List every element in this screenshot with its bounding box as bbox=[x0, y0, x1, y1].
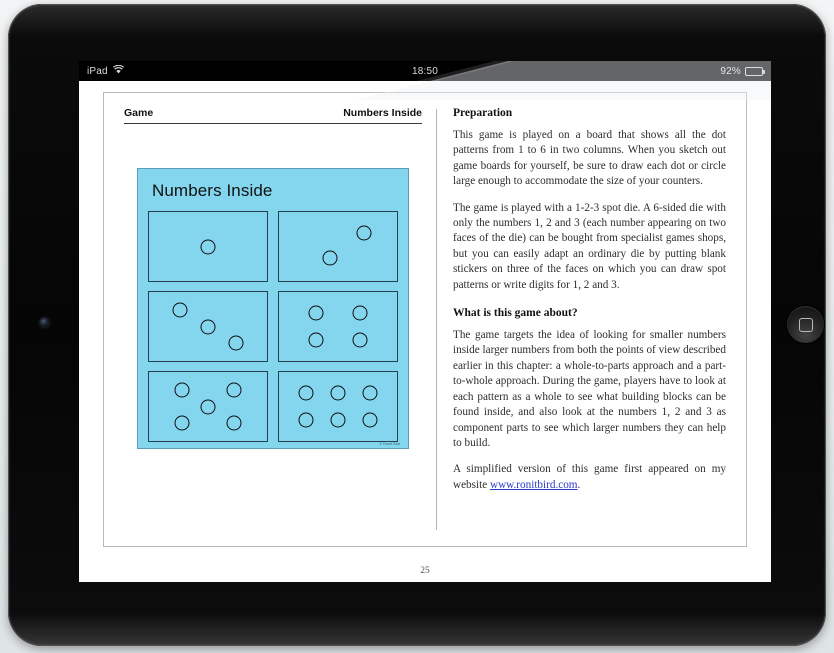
right-column bbox=[437, 107, 726, 536]
board-cell-4 bbox=[278, 291, 398, 362]
ipad-device bbox=[8, 4, 826, 646]
reader-view bbox=[79, 81, 771, 582]
paragraph-preparation-2: The game is played with a 1-2-3 spot die. A 6-sided die with only the numbers 1, 2 and 3 (each number appearing on two faces of the die) can be bought from specialist games shops, but you can easily adapt an ordinary die by putting blank stickers on three of the faces on which you can draw spot patterns or write digits for 1, 2 and 3. bbox=[453, 201, 726, 291]
page-columns bbox=[124, 107, 726, 536]
ipad-screen bbox=[79, 61, 771, 582]
dot bbox=[226, 416, 241, 431]
status-bar-clock bbox=[79, 61, 771, 81]
running-head-left: Game bbox=[124, 107, 154, 119]
dot bbox=[322, 251, 337, 266]
home-button-square-glyph bbox=[799, 318, 813, 332]
running-head-right: Numbers Inside bbox=[343, 107, 422, 119]
dot bbox=[299, 385, 314, 400]
dot bbox=[331, 413, 346, 428]
board-cell-2 bbox=[278, 211, 398, 282]
left-column bbox=[124, 107, 436, 536]
dot bbox=[308, 305, 323, 320]
battery-percent-label: 92% bbox=[720, 65, 741, 77]
dot bbox=[308, 333, 323, 348]
page-number: 25 bbox=[420, 566, 430, 576]
battery-icon bbox=[745, 67, 763, 76]
dot bbox=[362, 385, 377, 400]
front-camera-icon bbox=[40, 318, 49, 327]
status-bar bbox=[79, 61, 771, 81]
dot bbox=[299, 413, 314, 428]
board-cell-3 bbox=[148, 291, 268, 362]
dot bbox=[201, 239, 216, 254]
figure-credit: © Ronit Bird bbox=[379, 442, 400, 446]
book-page bbox=[103, 92, 747, 547]
dot bbox=[201, 399, 216, 414]
dot bbox=[331, 385, 346, 400]
game-board-title: Numbers Inside bbox=[152, 181, 273, 200]
device-label: iPad bbox=[87, 65, 108, 77]
paragraph-website-text-before: A simplified version of this game first appeared on my website bbox=[453, 463, 726, 491]
board-cell-1 bbox=[148, 211, 268, 282]
dot bbox=[175, 382, 190, 397]
game-board-grid bbox=[148, 211, 398, 442]
heading-preparation: Preparation bbox=[453, 107, 513, 119]
heading-about-game: What is this game about? bbox=[453, 307, 578, 320]
home-button-icon[interactable] bbox=[787, 306, 824, 343]
paragraph-preparation-1: This game is played on a board that shows all the dot patterns from 1 to 6 in two columns. When you sketch out game boards for yourself, be sure to draw each dot or circle large enough to accommodate the size of your counters. bbox=[453, 129, 726, 188]
dot bbox=[172, 302, 187, 317]
paragraph-about-1: The game targets the idea of looking for smaller numbers inside larger numbers from both the points of view described earlier in this chapter: a whole-to-parts approach and a part-to-whole approach. During the game, players have to look at each pattern as a whole to see what building blocks can be found inside, and also look at the numbers 1, 2 and 3 as component parts to see which larger numbers they can help to build. bbox=[453, 329, 726, 449]
dot bbox=[353, 333, 368, 348]
website-link[interactable]: www.ronitbird.com bbox=[489, 478, 578, 491]
dot bbox=[229, 336, 244, 351]
status-bar-right bbox=[720, 66, 763, 77]
paragraph-website-text-after: . bbox=[577, 478, 581, 491]
dot bbox=[362, 413, 377, 428]
board-cell-6 bbox=[278, 371, 398, 442]
dot bbox=[353, 305, 368, 320]
running-head bbox=[124, 107, 422, 124]
game-board-figure bbox=[137, 168, 409, 449]
board-cell-5 bbox=[148, 371, 268, 442]
dot bbox=[201, 319, 216, 334]
dot bbox=[226, 382, 241, 397]
dot bbox=[356, 225, 371, 240]
paragraph-website bbox=[453, 462, 726, 493]
clock-time: 18:50 bbox=[411, 65, 439, 77]
dot bbox=[175, 416, 190, 431]
